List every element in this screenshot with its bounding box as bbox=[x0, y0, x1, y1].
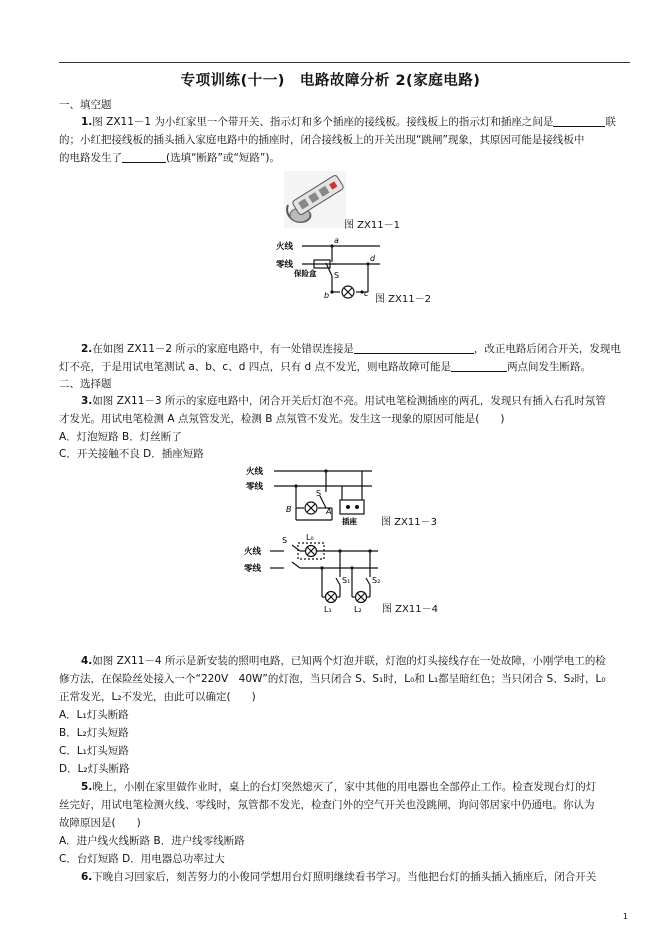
q1-text-3b: (选填“断路”或“短路”)。 bbox=[166, 152, 280, 164]
q5-option-cd: C．台灯短路 D．用电器总功率过大 bbox=[59, 853, 225, 865]
f2-switch-label: S bbox=[334, 271, 340, 280]
q2-line1 bbox=[59, 340, 652, 358]
f4-neutral-label: 零线 bbox=[244, 564, 262, 574]
f4-l0-label: L₀ bbox=[306, 533, 314, 542]
figure-zx11-2-caption: 图 ZX11－2 bbox=[375, 294, 431, 305]
q3-option-ab: A．灯泡短路 B．灯丝断了 bbox=[59, 431, 182, 443]
q3-line1 bbox=[59, 392, 652, 410]
q1-blank-1 bbox=[553, 114, 605, 127]
f4-live-label: 火线 bbox=[244, 547, 262, 557]
page-number: 1 bbox=[622, 912, 628, 921]
figure-zx11-4-caption: 图 ZX11－4 bbox=[382, 604, 438, 615]
q6-line1 bbox=[59, 868, 652, 886]
q5-text-1: 晚上，小刚在家里做作业时，桌上的台灯突然熄灭了，家中其他的用电器也全部停止工作。检查发现台灯的灯 bbox=[92, 781, 597, 793]
figure-zx11-1-caption: 图 ZX11－1 bbox=[344, 220, 400, 231]
q2-text-1b: ，改正电路后闭合开关，发现电 bbox=[473, 343, 621, 355]
page-title: 专项训练(十一) 电路故障分析 2(家庭电路) bbox=[180, 73, 481, 89]
figure-zx11-4-circuit bbox=[244, 531, 382, 613]
q1-line3 bbox=[59, 149, 630, 167]
f4-l1-label: L₁ bbox=[324, 605, 332, 613]
figure-zx11-2-circuit bbox=[276, 236, 380, 304]
f2-point-d: d bbox=[370, 254, 376, 263]
q4-line1 bbox=[59, 652, 652, 670]
q4-option-c: C．L₁灯头短路 bbox=[59, 745, 129, 757]
f3-point-a: A bbox=[326, 507, 332, 516]
q2-blank-1 bbox=[354, 341, 474, 354]
q5-line1 bbox=[59, 778, 652, 796]
f4-switch-label: S bbox=[282, 536, 288, 545]
figure-zx11-3-circuit bbox=[246, 462, 376, 528]
f4-l2-label: L₂ bbox=[354, 605, 362, 613]
f2-point-c: c bbox=[364, 289, 369, 298]
f2-fuse-label: 保险盒 bbox=[294, 269, 317, 278]
section-choice-heading: 二、选择题 bbox=[59, 378, 112, 390]
q6-text-1: 下晚自习回家后，刻苦努力的小俊同学想用台灯照明继续看书学习。当他把台灯的插头插入插座后，闭合开关 bbox=[92, 871, 597, 883]
f2-live-label: 火线 bbox=[276, 242, 294, 252]
q1-text-1a: 图 ZX11－1 为小红家里一个带开关、指示灯和多个插座的接线板。接线板上的指示灯和插座之间是 bbox=[92, 116, 554, 128]
q1-text-3a: 的电路发生了 bbox=[59, 152, 122, 164]
q5-option-ab: A．进户线火线断路 B．进户线零线断路 bbox=[59, 835, 245, 847]
q2-text-2b: 两点间发生断路。 bbox=[507, 361, 592, 373]
f3-live-label: 火线 bbox=[246, 467, 264, 477]
q4-number: 4. bbox=[81, 655, 93, 667]
q4-text-1: 如图 ZX11－4 所示是新安装的照明电路，已知两个灯泡并联，灯泡的灯头接线存在一处故障，小刚学电工的检 bbox=[92, 655, 606, 667]
q5-line2: 丝完好，用试电笔检测火线、零线时，氖管都不发光，检查门外的空气开关也没跳闸，询问邻居家中仍通电。你认为 bbox=[59, 799, 595, 811]
q4-line2: 修方法，在保险丝处接入一个“220V 40W”的灯泡，当只闭合 S、S₁时，L₀和 L₁都呈暗红色；当只闭合 S、S₂时，L₀ bbox=[59, 673, 606, 685]
q2-text-2a: 灯不亮，于是用试电笔测试 a、b、c、d 四点，只有 d 点不发光，则电路故障可能是 bbox=[59, 361, 452, 373]
q3-text-1: 如图 ZX11－3 所示的家庭电路中，闭合开关后灯泡不亮。用试电笔检测插座的两孔，发现只有插入右孔时氖管 bbox=[92, 395, 606, 407]
f2-point-a: a bbox=[334, 236, 339, 245]
q2-blank-2 bbox=[451, 359, 507, 372]
f4-s2-label: S₂ bbox=[372, 576, 381, 585]
f3-switch-label: S bbox=[316, 489, 322, 498]
q4-option-d: D．L₂灯头断路 bbox=[59, 763, 130, 775]
f3-neutral-label: 零线 bbox=[246, 482, 264, 492]
q3-option-cd: C．开关接触不良 D．插座短路 bbox=[59, 448, 204, 460]
q2-line2 bbox=[59, 358, 630, 376]
q1-text-1b: 联 bbox=[605, 116, 616, 128]
q1-line1 bbox=[59, 113, 652, 131]
f2-point-b: b bbox=[324, 291, 330, 300]
q1-line2: 的；小红把接线板的插头插入家庭电路中的插座时，闭合接线板上的开关出现“跳闸”现象，其原因可能是接线板中 bbox=[59, 134, 585, 146]
f3-socket-label: 插座 bbox=[342, 517, 357, 526]
figure-zx11-3-caption: 图 ZX11－3 bbox=[381, 517, 437, 528]
f4-s1-label: S₁ bbox=[342, 576, 351, 585]
q6-number: 6. bbox=[81, 871, 93, 883]
q3-number: 3. bbox=[81, 395, 93, 407]
q5-number: 5. bbox=[81, 781, 93, 793]
q1-number: 1. bbox=[81, 116, 93, 128]
q1-blank-2 bbox=[122, 150, 166, 163]
q4-line3: 正常发光，L₂不发光，由此可以确定( ) bbox=[59, 691, 256, 703]
q4-option-a: A．L₁灯头断路 bbox=[59, 709, 129, 721]
q5-line3: 故障原因是( ) bbox=[59, 817, 141, 829]
q2-text-1a: 在如图 ZX11－2 所示的家庭电路中，有一处错误连接是 bbox=[92, 343, 354, 355]
figure-zx11-1-power-strip bbox=[284, 171, 346, 228]
q3-line2: 才发光。用试电笔检测 A 点氖管发光，检测 B 点氖管不发光。发生这一现象的原因可能是( ) bbox=[59, 413, 505, 425]
f2-neutral-label: 零线 bbox=[276, 260, 294, 270]
q4-option-b: B．L₂灯头短路 bbox=[59, 727, 129, 739]
section-fill-heading: 一、填空题 bbox=[59, 99, 112, 111]
f3-point-b: B bbox=[286, 505, 292, 514]
q2-number: 2. bbox=[81, 343, 93, 355]
header-rule bbox=[59, 62, 630, 63]
